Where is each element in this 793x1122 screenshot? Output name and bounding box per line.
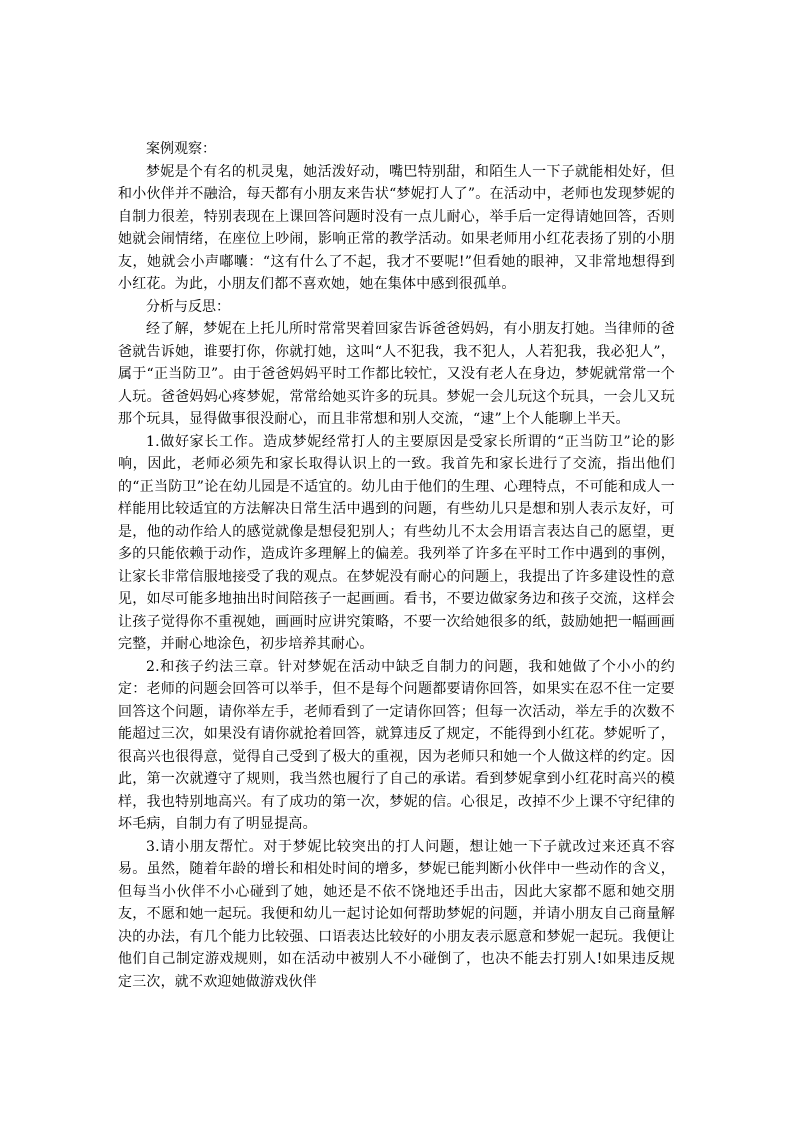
analysis-paragraph-parent-work: 1.做好家长工作。造成梦妮经常打人的主要原因是受家长所谓的“正当防卫”论的影响，因此，老师必须先和家长取得认识上的一致。我首先和家长进行了交流，指出他们的“正当防卫”论在幼儿园是不适宜的。幼儿由于他们的生理、心理特点，不可能和成人一样能用比较适宜的方法解决日常生活中遇到的问题，有些幼儿只是想和别人表示友好，可是，他的动作给人的感觉就像是想侵犯别人；有些幼儿不太会用语言表达自己的愿望，更多的只能依赖于动作，造成许多理解上的偏差。我列举了许多在平时工作中遇到的事例，让家长非常信服地接受了我的观点。在梦妮没有耐心的问题上，我提出了许多建设性的意见，如尽可能多地抽出时间陪孩子一起画画。看书，不要边做家务边和孩子交流，这样会让孩子觉得你不重视她，画画时应讲究策略，不要一次给她很多的纸，鼓励她把一幅画画完整，并耐心地涂色，初步培养其耐心。 — [118, 433, 675, 652]
section-heading-analysis: 分析与反思： — [146, 298, 230, 315]
analysis-paragraph-agreement: 2.和孩子约法三章。针对梦妮在活动中缺乏自制力的问题，我和她做了个小小的约定：老师的问题会回答可以举手，但不是每个问题都要请你回答，如果实在忍不住一定要回答这个问题，请你举左手，老师看到了一定请你回答；但每一次活动，举左手的次数不能超过三次，如果没有请你就抢着回答，就算违反了规定，不能得到小红花。梦妮听了，很高兴也很得意，觉得自己受到了极大的重视，因为老师只和她一个人做这样的约定。因此，第一次就遵守了规则，我当然也履行了自己的承诺。看到梦妮拿到小红花时高兴的模样，我也特别地高兴。有了成功的第一次，梦妮的信。心很足，改掉不少上课不守纪律的坏毛病，自制力有了明显提高。 — [118, 658, 675, 832]
analysis-paragraph-peer-help: 3.请小朋友帮忙。对于梦妮比较突出的打人问题，想让她一下子就改过来还真不容易。虽然，随着年龄的增长和相处时间的增多，梦妮已能判断小伙伴中一些动作的含义，但每当小伙伴不小心碰到了她，她还是不依不饶地还手出击，因此大家都不愿和她交朋友，不愿和她一起玩。我便和幼儿一起讨论如何帮助梦妮的问题，并请小朋友自己商量解决的办法，有几个能力比较强、口语表达比较好的小朋友表示愿意和梦妮一起玩。我便让他们自己制定游戏规则，如在活动中被别人不小碰倒了，也决不能去打别人!如果违反规定三次，就不欢迎她做游戏伙伴 — [118, 838, 675, 990]
section-heading-observation: 案例观察： — [146, 141, 216, 157]
observation-paragraph: 梦妮是个有名的机灵鬼，她活泼好动，嘴巴特别甜，和陌生人一下子就能相处好，但和小伙伴并不融洽，每天都有小朋友来告状“梦妮打人了”。在活动中，老师也发现梦妮的自制力很差，特别表现在上课回答问题时没有一点儿耐心，举手后一定得请她回答，否则她就会闹情绪，在座位上吵闹，影响正常的教学活动。如果老师用小红花表扬了别的小朋友，她就会小声嘟囔：“这有什么了不起，我才不要呢!”但看她的眼神，又非常地想得到小红花。为此，小朋友们都不喜欢她，她在集体中感到很孤单。 — [118, 163, 675, 292]
document-page — [118, 138, 675, 993]
analysis-paragraph-background: 经了解，梦妮在上托儿所时常常哭着回家告诉爸爸妈妈，有小朋友打她。当律师的爸爸就告诉她，谁要打你，你就打她，这叫“人不犯我，我不犯人，人若犯我，我必犯人”，属于“正当防卫”。由于爸爸妈妈平时工作都比较忙，又没有老人在身边，梦妮就常常一个人玩。爸爸妈妈心疼梦妮，常常给她买许多的玩具。梦妮一会儿玩这个玩具，一会儿又玩那个玩具，显得做事很没耐心，而且非常想和别人交流，“逮”上个人能聊上半天。 — [118, 321, 675, 427]
